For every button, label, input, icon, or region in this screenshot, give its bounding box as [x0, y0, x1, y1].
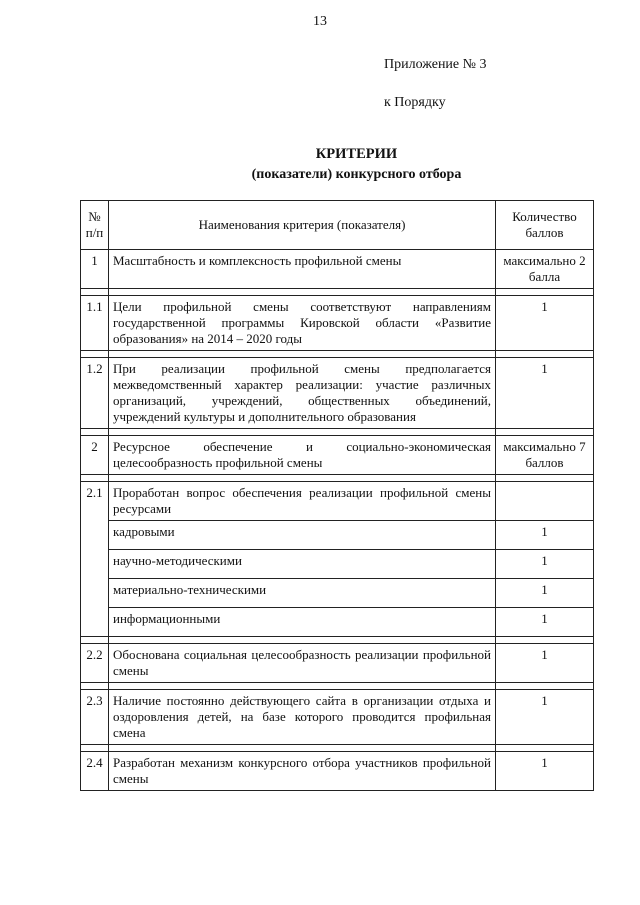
row-criterion: Цели профильной смены соответствуют направлениям государственной программы Кировской области «Развитие образования» на 2014 – 2020 годы	[109, 296, 496, 351]
row-separator	[81, 475, 594, 482]
appendix-reference: к Порядку	[384, 95, 446, 110]
row-points: 1	[496, 644, 594, 683]
appendix-label: Приложение № 3	[384, 57, 487, 72]
row-num: 2	[81, 436, 109, 475]
row-points: 1	[496, 752, 594, 791]
row-criterion: Обоснована социальная целесообразность реализации профильной смены	[109, 644, 496, 683]
table-header-row	[81, 201, 594, 250]
table-row	[81, 690, 594, 745]
row-points: 1	[496, 296, 594, 351]
table-row	[81, 482, 594, 521]
table-row	[81, 550, 594, 579]
row-points: 1	[496, 579, 594, 608]
header-points: Количество баллов	[496, 201, 594, 250]
table-row	[81, 296, 594, 351]
table-row	[81, 358, 594, 429]
document-title: КРИТЕРИИ	[315, 146, 398, 162]
row-num: 2.2	[81, 644, 109, 683]
table-row	[81, 521, 594, 550]
table-row	[81, 644, 594, 683]
criteria-table	[80, 200, 594, 791]
row-separator	[81, 745, 594, 752]
row-separator	[81, 429, 594, 436]
row-num: 1.2	[81, 358, 109, 429]
row-criterion: Разработан механизм конкурсного отбора участников профильной смены	[109, 752, 496, 791]
table-row	[81, 436, 594, 475]
row-num: 1	[81, 250, 109, 289]
row-separator	[81, 351, 594, 358]
row-separator	[81, 289, 594, 296]
row-points: максимально 2 балла	[496, 250, 594, 289]
row-criterion: Наличие постоянно действующего сайта в организации отдыха и оздоровления детей, на базе которого проводится профильная смена	[109, 690, 496, 745]
row-criterion: Ресурсное обеспечение и социально-экономическая целесообразность профильной смены	[109, 436, 496, 475]
row-num: 1.1	[81, 296, 109, 351]
row-num: 2.4	[81, 752, 109, 791]
row-subcriterion: информационными	[109, 608, 496, 637]
header-num: № п/п	[81, 201, 109, 250]
table-row	[81, 752, 594, 791]
table-row	[81, 250, 594, 289]
row-points: максимально 7 баллов	[496, 436, 594, 475]
row-num: 2.1	[81, 482, 109, 637]
row-separator	[81, 637, 594, 644]
row-separator	[81, 683, 594, 690]
row-criterion: Проработан вопрос обеспечения реализации профильной смены ресурсами	[109, 482, 496, 521]
row-points: 1	[496, 550, 594, 579]
row-subcriterion: научно-методическими	[109, 550, 496, 579]
row-points: 1	[496, 521, 594, 550]
page-number: 13	[313, 14, 327, 29]
row-subcriterion: кадровыми	[109, 521, 496, 550]
row-points: 1	[496, 358, 594, 429]
document-subtitle: (показатели) конкурсного отбора	[251, 167, 462, 182]
row-num: 2.3	[81, 690, 109, 745]
row-points: 1	[496, 608, 594, 637]
row-subcriterion: материально-техническими	[109, 579, 496, 608]
row-criterion: При реализации профильной смены предполагается межведомственный характер реализации: участие различных организаций, учреждений, общественных объединений, учреждений культуры и дополнительного образования	[109, 358, 496, 429]
row-points: 1	[496, 690, 594, 745]
row-criterion: Масштабность и комплексность профильной смены	[109, 250, 496, 289]
header-name: Наименования критерия (показателя)	[109, 201, 496, 250]
table-row	[81, 579, 594, 608]
row-points	[496, 482, 594, 521]
table-row	[81, 608, 594, 637]
